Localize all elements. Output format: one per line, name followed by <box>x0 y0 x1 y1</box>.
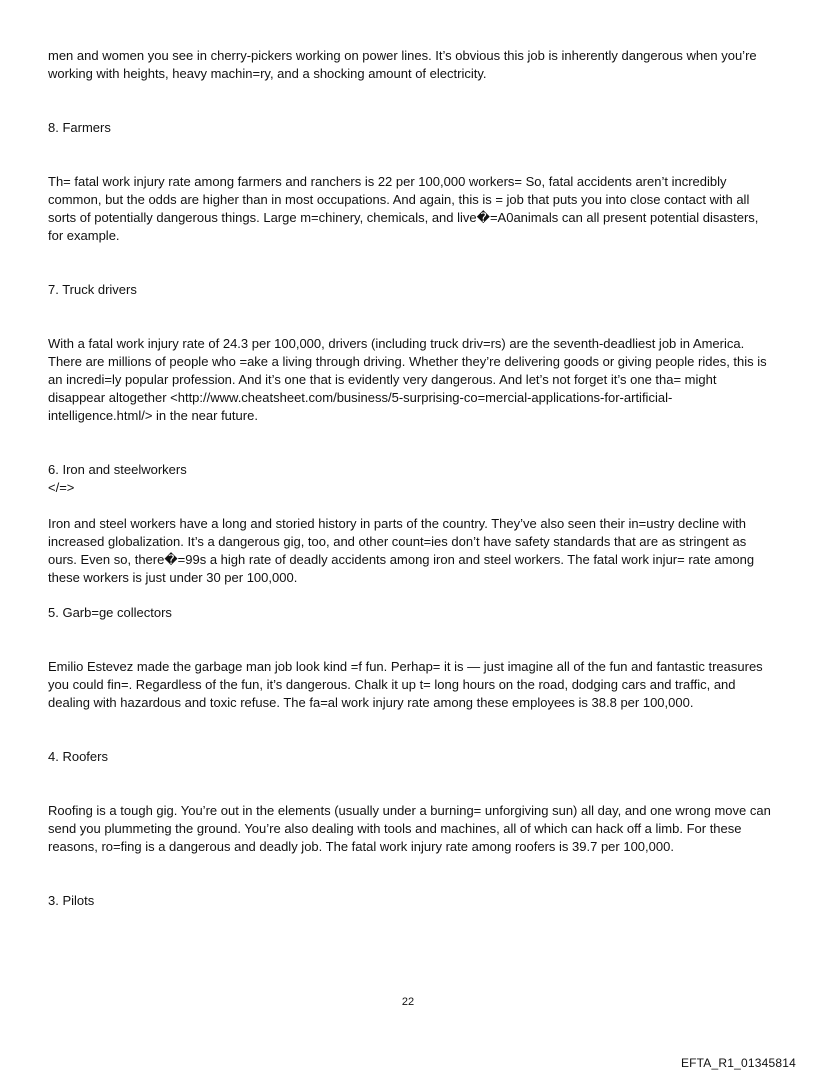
section-body-roofers: Roofing is a tough gig. You’re out in the elements (usually under a burning= unforgiving sun) all day, and one wrong move can send you plummeting the ground. You’re also dealing with tools and machines, all of which can hack off a limb. For these reasons, ro=fing is a dangerous and deadly job. The fatal work injury rate among roofers is 39.7 per 100,000. <box>48 803 771 854</box>
section-heading-iron-steelworkers: 6. Iron and steelworkers <box>48 462 187 477</box>
section-body-garbage-collectors: Emilio Estevez made the garbage man job look kind =f fun. Perhap= it is — just imagine all of the fun and fantastic treasures you could fin=. Regardless of the fun, it’s dangerous. Chalk it up t= long hours on the road, dodging cars and traffic, and dealing with hazardous and toxic refuse. The fa=al work injury rate among these employees is 38.8 per 100,000. <box>48 659 763 710</box>
document-id-stamp: EFTA_R1_01345814 <box>680 1056 796 1070</box>
intro-paragraph: men and women you see in cherry-pickers working on power lines. It’s obvious this job is inherently dangerous when you’re working with heights, heavy machin=ry, and a shocking amount of electricity. <box>48 48 757 81</box>
section-heading-roofers: 4. Roofers <box>48 749 108 764</box>
section-heading-farmers: 8. Farmers <box>48 120 111 135</box>
section-body-truck-drivers: With a fatal work injury rate of 24.3 per 100,000, drivers (including truck driv=rs) are the seventh-deadliest job in America. There are millions of people who =ake a living through driving. Whether they’re delivering goods or giving people rides, this is an incredi=ly popular profession. And it’s one that is evidently very dangerous. And let’s not forget it’s one tha= might disappear altogether <http://www.cheatsheet.com/business/5-surprising-co=mercial-applications-for-artificial-intelligence.html/> in the near future. <box>48 336 767 423</box>
section-body-iron-steelworkers: Iron and steel workers have a long and storied history in parts of the country. They’ve also seen their in=ustry decline with increased globalization. It’s a dangerous gig, too, and other count=ies don’t have safety standards that are as stringent as ours. Even so, there�=99s a high rate of deadly accidents among iron and steel workers. The fatal work injur= rate among these workers is just under 30 per 100,000. <box>48 516 755 585</box>
section-heading-truck-drivers: 7. Truck drivers <box>48 282 137 297</box>
section-heading-pilots: 3. Pilots <box>48 893 95 908</box>
document-page <box>48 47 772 910</box>
page-number: 22 <box>401 996 415 1008</box>
markup-artifact: </=> <box>48 480 75 495</box>
section-body-farmers: Th= fatal work injury rate among farmers and ranchers is 22 per 100,000 workers= So, fatal accidents aren’t incredibly common, but the odds are higher than in most occupations. And again, this is = job that puts you into close contact with all sorts of potentially dangerous things. Large m=chinery, chemicals, and live�=A0animals can all present potential disasters, for example. <box>48 174 759 243</box>
section-heading-garbage-collectors: 5. Garb=ge collectors <box>48 605 172 620</box>
